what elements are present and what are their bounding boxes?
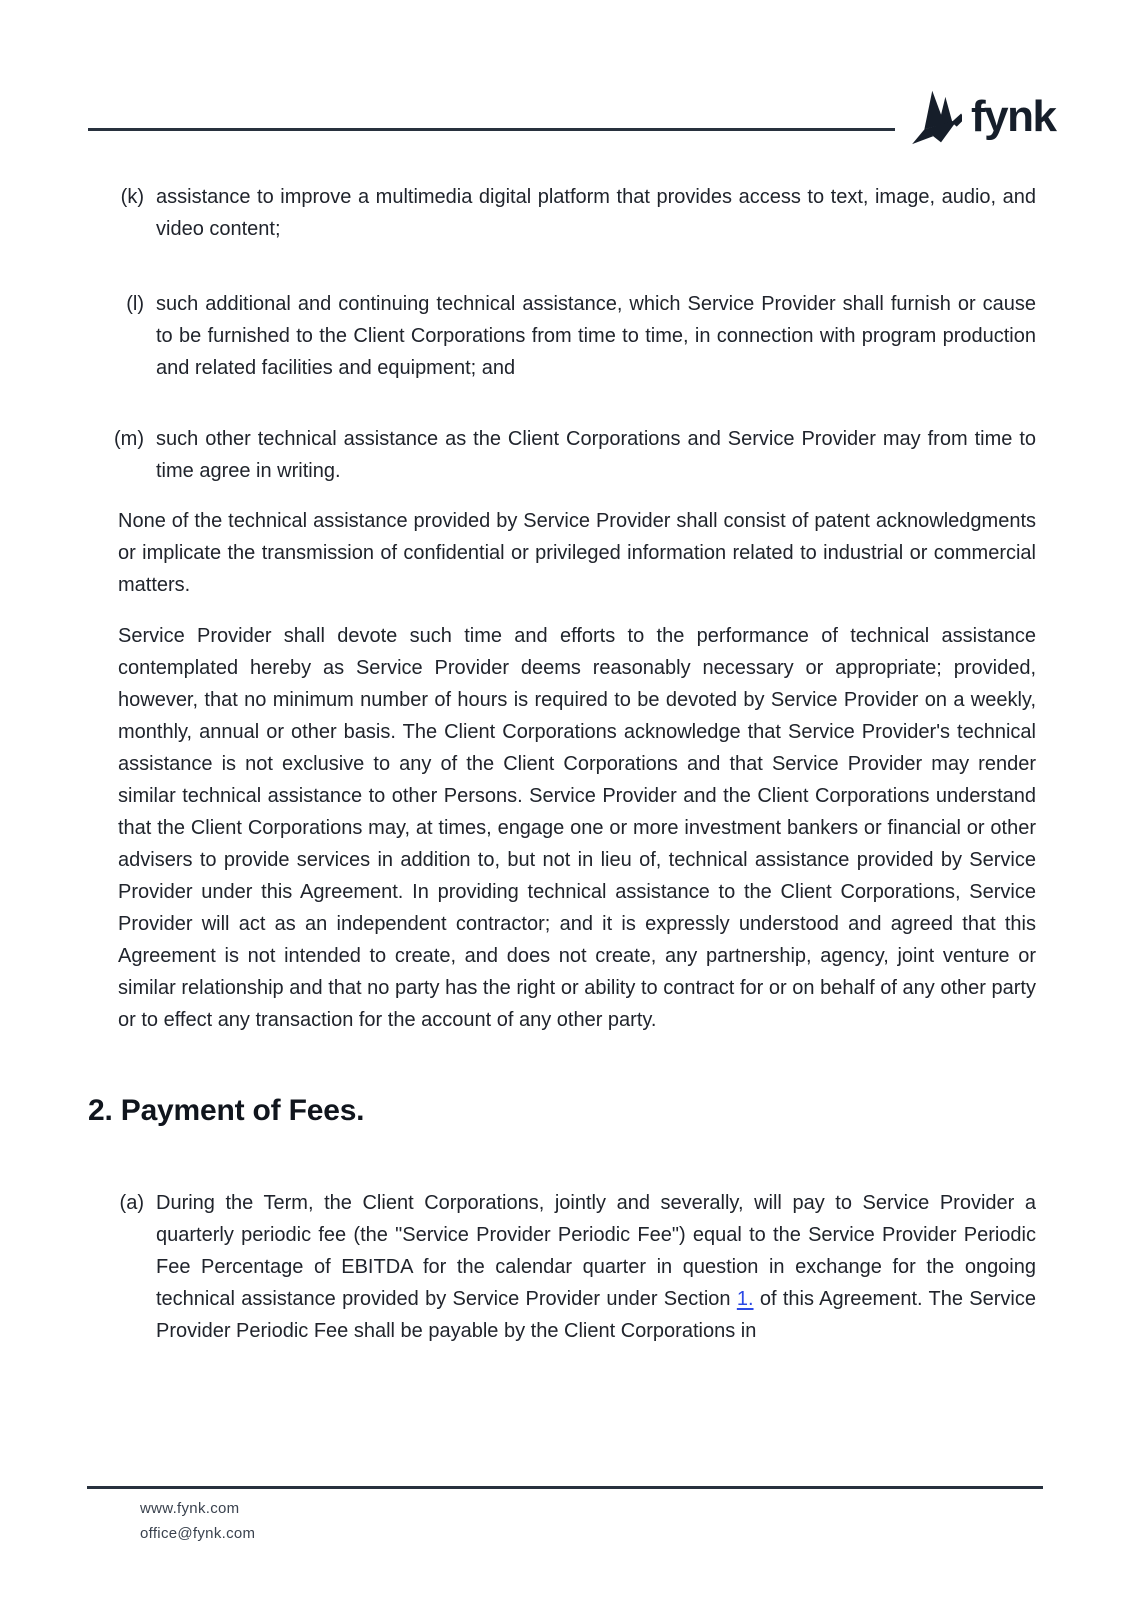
paragraph-none-of: None of the technical assistance provided by Service Provider shall consist of patent acknowledgments or implicate the transmission of confidential or privileged information related to industrial or commercial matters.: [118, 510, 1036, 596]
fynk-logo: [906, 88, 1055, 146]
item-a-text-before: During the Term, the Client Corporations, jointly and severally, will pay to Service Provider a quarterly periodic fee (the "Service Provider Periodic Fee") equal to the Service Provider Periodic Fee Percentage of EBITDA for the calendar quarter in question in exchange for the ongoing technical assistance provided by Service Provider under Section: [156, 1192, 1036, 1310]
list-item-m: [108, 423, 1036, 487]
footer-email-link[interactable]: office@fynk.com: [140, 1525, 256, 1542]
list-item-a: [108, 1187, 1036, 1347]
section-heading-payment-of-fees: 2. Payment of Fees.: [88, 1094, 365, 1127]
fynk-logo-bird-icon: [906, 88, 962, 146]
list-item-l: [108, 288, 1036, 384]
footer-website-link[interactable]: www.fynk.com: [140, 1500, 240, 1517]
list-marker: (a): [119, 1192, 144, 1214]
list-item-text: assistance to improve a multimedia digital platform that provides access to text, image, audio, and video content;: [156, 186, 1036, 240]
item-a-text-after: of this Agreement. The Service Provider Periodic Fee shall be payable by the Client Corporations in: [156, 1288, 1036, 1342]
list-item-text: such other technical assistance as the Client Corporations and Service Provider may from time to time agree in writing.: [156, 428, 1036, 482]
list-item-text: [156, 1187, 1036, 1347]
fynk-logo-text: fynk: [971, 92, 1056, 141]
list-marker: (m): [114, 428, 144, 450]
section-1-link[interactable]: 1.: [736, 1288, 754, 1310]
footer-rule: [87, 1486, 1043, 1489]
list-item-text: such additional and continuing technical assistance, which Service Provider shall furnish or cause to be furnished to the Client Corporations from time to time, in connection with program production and related facilities and equipment; and: [156, 293, 1036, 379]
document-body: [88, 181, 1036, 1347]
footer: [140, 1496, 255, 1546]
header-rule: [88, 128, 895, 131]
list-item-k: [108, 181, 1036, 245]
list-marker: (k): [120, 186, 144, 208]
paragraph-devote: Service Provider shall devote such time and efforts to the performance of technical assistance contemplated hereby as Service Provider deems reasonably necessary or appropriate; provided, however, that no minimum number of hours is required to be devoted by Service Provider on a weekly, monthly, annual or other basis. The Client Corporations acknowledge that Service Provider's technical assistance is not exclusive to any of the Client Corporations and that Service Provider may render similar technical assistance to other Persons. Service Provider and the Client Corporations understand that the Client Corporations may, at times, engage one or more investment bankers or financial or other advisers to provide services in addition to, but not in lieu of, technical assistance provided by Service Provider under this Agreement. In providing technical assistance to the Client Corporations, Service Provider will act as an independent contractor; and it is expressly understood and agreed that this Agreement is not intended to create, and does not create, any partnership, agency, joint venture or similar relationship and that no party has the right or ability to contract for or on behalf of any other party or to effect any transaction for the account of any other party.: [118, 625, 1036, 1031]
list-marker: (l): [126, 293, 144, 315]
